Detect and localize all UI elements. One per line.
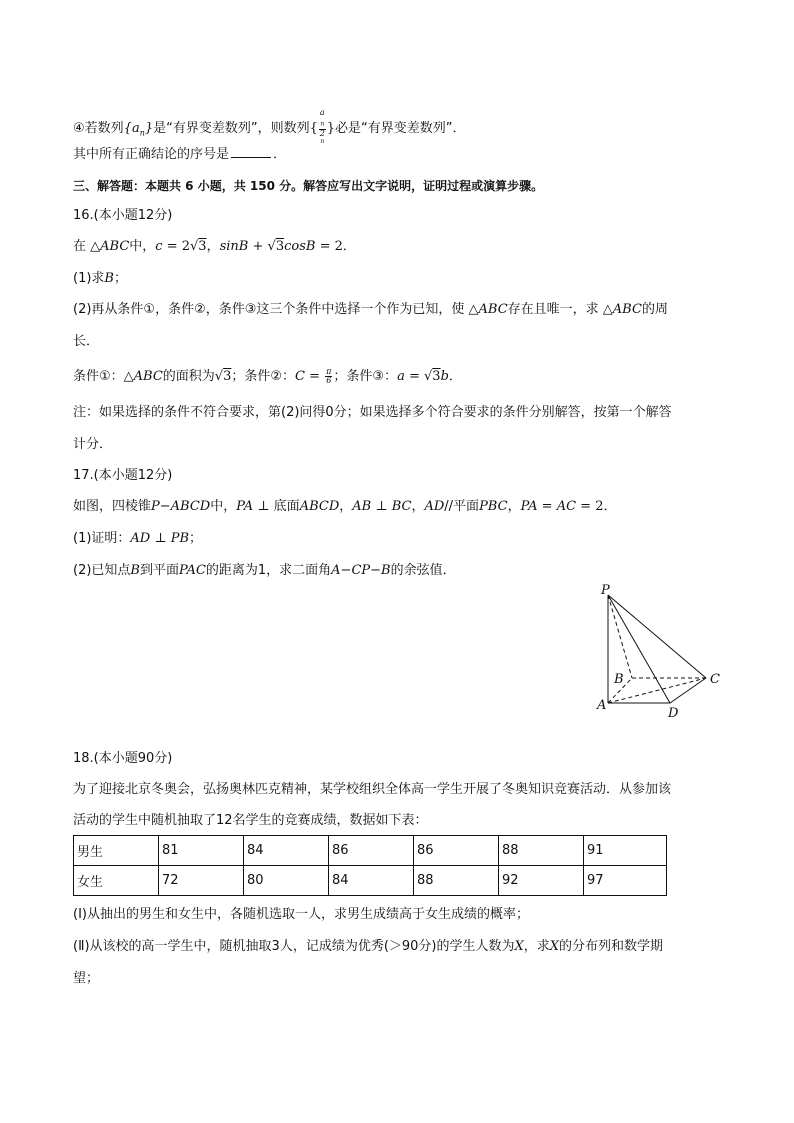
score-cell: 91	[584, 836, 667, 866]
row-label: 女生	[74, 866, 159, 896]
row-label: 男生	[74, 836, 159, 866]
table-row	[74, 836, 667, 866]
fraction-pi-over-6: $\frac{\pi}{6}$	[326, 367, 332, 385]
fraction-an-over-2n: a $_n$ 2 $^n$	[319, 108, 325, 145]
edge-pb	[608, 595, 632, 678]
label-d: D	[668, 706, 679, 721]
q15-item4: ④若数列$\{a_n\}$是“有界变差数列”，则数列{ a $_n$ 2 $^n$ }必是“有界变差数列”．	[73, 109, 465, 148]
q18-header: 18.(本小题90分)	[73, 751, 173, 766]
q17-header: 17.(本小题12分)	[73, 468, 173, 483]
q16-part2: (2)再从条件①，条件②，条件③这三个条件中选择一个作为已知，使 △ABC存在且唯一，求 △ABC的周	[73, 302, 668, 317]
q15-conclusion: 其中所有正确结论的序号是 ．	[73, 147, 287, 162]
q18-part2-cont: 望；	[73, 971, 100, 986]
score-cell: 88	[414, 866, 499, 896]
score-cell: 86	[329, 836, 414, 866]
q18-part2: (Ⅱ)从该校的高一学生中，随机抽取3人，记成绩为优秀(＞90分)的学生人数为X，求X的分布列和数学期	[73, 939, 664, 954]
section-3-heading: 三、解答题：本题共 6 小题，共 150 分。解答应写出文字说明，证明过程或演算步骤。	[73, 179, 544, 193]
q16-header: 16.(本小题12分)	[73, 208, 173, 223]
score-cell: 84	[244, 836, 329, 866]
score-cell: 92	[499, 866, 584, 896]
score-cell: 80	[244, 866, 329, 896]
q16-part2-cont: 长．	[73, 334, 100, 349]
q16-note: 注：如果选择的条件不符合要求，第(2)问得0分；如果选择多个符合要求的条件分别解答，按第一个解答	[73, 405, 672, 420]
label-c: C	[710, 672, 720, 687]
score-cell: 86	[414, 836, 499, 866]
score-cell: 97	[584, 866, 667, 896]
q18-stem: 为了迎接北京冬奥会，弘扬奥林匹克精神，某学校组织全体高一学生开展了冬奥知识竞赛活动．从参加该	[73, 782, 672, 797]
q16-stem: 在 △ABC中，c = 2√3，sinB + √3cosB = 2．	[73, 239, 356, 254]
q16-conditions: 条件①：△ABC的面积为√3；条件②：C = $\frac{\pi}{6}$ ；条件③：a = √3b．	[73, 367, 462, 385]
score-cell: 81	[159, 836, 244, 866]
q17-part1: (1)证明：AD ⊥ PB；	[73, 531, 203, 546]
label-b: B	[614, 672, 624, 687]
score-cell: 88	[499, 836, 584, 866]
q18-stem-cont: 活动的学生中随机抽取了12名学生的竞赛成绩，数据如下表：	[73, 813, 428, 828]
table-row	[74, 866, 667, 896]
score-cell: 72	[159, 866, 244, 896]
label-p: P	[601, 583, 610, 598]
pyramid-figure	[592, 582, 732, 722]
score-cell: 84	[329, 866, 414, 896]
q17-stem: 如图，四棱锥P−ABCD中，PA ⊥ 底面ABCD，AB ⊥ BC，AD//平面PBC，PA = AC = 2．	[73, 499, 617, 514]
scores-table	[73, 835, 667, 896]
answer-blank	[231, 145, 271, 158]
edge-dc	[670, 678, 706, 703]
q18-part1: (Ⅰ)从抽出的男生和女生中，各随机选取一人，求男生成绩高于女生成绩的概率；	[73, 907, 529, 922]
q16-note-cont: 计分．	[73, 437, 113, 452]
q16-part1: (1)求B；	[73, 271, 127, 286]
q17-part2: (2)已知点B到平面PAC的距离为1，求二面角A−CP−B的余弦值．	[73, 563, 456, 578]
label-a: A	[597, 698, 607, 713]
edge-pc	[608, 595, 706, 678]
